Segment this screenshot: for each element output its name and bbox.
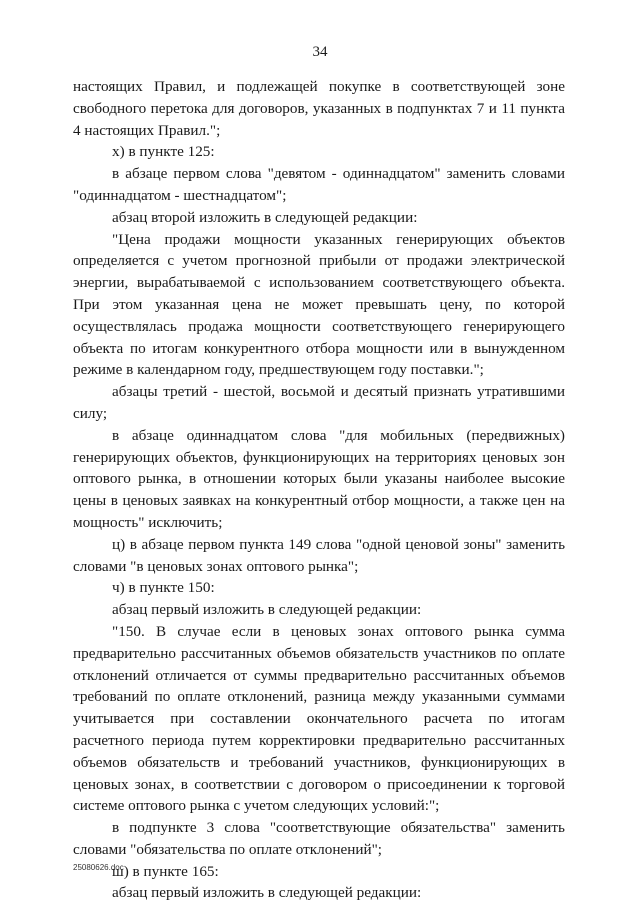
paragraph: в абзаце одиннадцатом слова "для мобильных (передвижных) генерирующих объектов, функционирующих на территориях ценовых зон оптового рынка, в отношении которых были указаны наиболее высокие цены в ценовых заявках на конкурентный отбор мощности, а также цен на мощность" исключить;	[73, 426, 565, 531]
paragraph-quote: "Цена продажи мощности указанных генерирующих объектов определяется с учетом прогнозной прибыли от продажи электрической энергии, вырабатываемой с использованием соответствующего объекта. При этом указанная цена не может превышать цену, по которой осуществлялась продажа мощности соответствующего генерирующего объекта по итогам конкурентного отбора мощности или в вынужденном режиме в календарном году, предшествующем году поставки.";	[73, 230, 565, 379]
paragraph-item-ts: ц) в абзаце первом пункта 149 слова "одной ценовой зоны" заменить словами "в ценовых зонах оптового рынка";	[73, 535, 565, 575]
paragraph-item-ch: ч) в пункте 150:	[112, 579, 215, 597]
footer-filename: 25080626.doc	[73, 863, 124, 872]
paragraph-item-kh: х) в пункте 125:	[112, 143, 215, 161]
paragraph-quote: "150. В случае если в ценовых зонах оптового рынка сумма предварительно рассчитанных объемов обязательств участников по оплате отклонений отличается от суммы предварительно рассчитанных объемов требований по оплате отклонений, разница между указанными суммами учитывается при составлении окончательного расчета по итогам расчетного периода путем корректировки предварительно рассчитанных объемов обязательств и требований участников, функционирующих в ценовых зонах, в соответствии с договором о присоединении к торговой системе оптового рынка с учетом следующих условий:";	[73, 622, 565, 815]
paragraph-continuation: настоящих Правил, и подлежащей покупке в соответствующей зоне свободного перетока для договоров, указанных в подпунктах 7 и 11 пункта 4 настоящих Правил.";	[73, 78, 565, 139]
paragraph: абзац первый изложить в следующей редакции:	[112, 884, 422, 902]
paragraph-item-sh: ш) в пункте 165:	[112, 862, 219, 880]
page-number: 34	[312, 44, 328, 60]
paragraph: в абзаце первом слова "девятом - одиннадцатом" заменить словами "одиннадцатом - шестнадцатом";	[73, 165, 565, 204]
paragraph: в подпункте 3 слова "соответствующие обязательства" заменить словами "обязательства по оплате отклонений";	[73, 819, 565, 858]
paragraph: абзац первый изложить в следующей редакции:	[112, 601, 422, 619]
paragraph: абзац второй изложить в следующей редакции:	[112, 208, 418, 226]
document-body	[73, 76, 565, 904]
paragraph: абзацы третий - шестой, восьмой и десятый признать утратившими силу;	[73, 383, 565, 422]
